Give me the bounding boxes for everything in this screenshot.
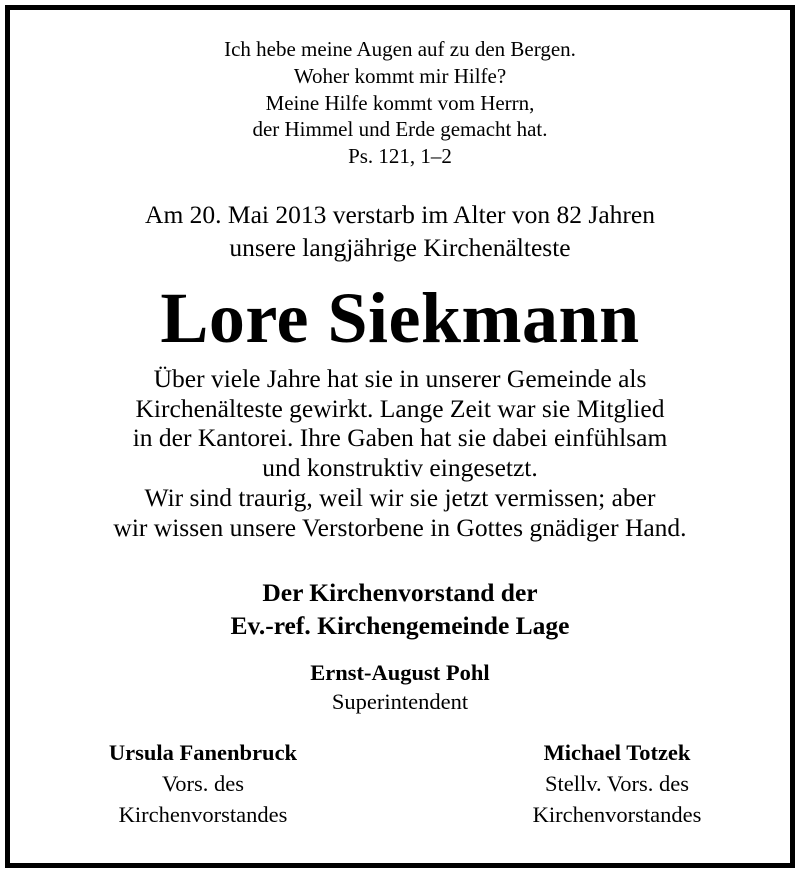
psalm-quote: [0, 36, 800, 170]
death-announcement: [0, 198, 800, 264]
organization-signature: [0, 576, 800, 642]
tribute-line: Kirchenälteste gewirkt. Lange Zeit war sie Mitglied: [135, 393, 665, 423]
signatory-name: Ursula Fanenbruck: [108, 740, 298, 765]
organization-line: Der Kirchenvorstand der: [262, 578, 538, 607]
tribute-line: und konstruktiv eingesetzt.: [262, 453, 538, 483]
signatory-left: [58, 737, 348, 830]
tribute-line: Über viele Jahre hat sie in unserer Gemeinde als: [153, 364, 647, 393]
superintendent-title: Superintendent: [331, 689, 469, 714]
signatory-role-line: Kirchenvorstandes: [118, 802, 288, 827]
signatory-name: Michael Totzek: [543, 740, 691, 765]
announcement-line: Am 20. Mai 2013 verstarb im Alter von 82 Jahren: [145, 200, 655, 229]
deceased-name: Lore Siekmann: [160, 278, 640, 358]
signatory-role-line: Vors. des: [161, 771, 245, 796]
psalm-line: Woher kommt mir Hilfe?: [293, 63, 507, 88]
announcement-line: unsere langjährige Kirchenälteste: [229, 233, 571, 262]
organization-line: Ev.-ref. Kirchengemeinde Lage: [230, 611, 570, 640]
tribute-line: in der Kantorei. Ihre Gaben hat sie dabei einfühlsam: [132, 423, 668, 453]
signatory-right: [472, 737, 762, 830]
superintendent-name: Ernst-August Pohl: [310, 660, 490, 685]
psalm-reference: Ps. 121, 1–2: [348, 144, 452, 169]
psalm-line: Meine Hilfe kommt vom Herrn,: [265, 90, 535, 115]
signatory-role-line: Stellv. Vors. des: [545, 771, 689, 796]
tribute-line: wir wissen unsere Verstorbene in Gottes gnädiger Hand.: [113, 512, 687, 542]
psalm-line: der Himmel und Erde gemacht hat.: [252, 117, 548, 142]
psalm-line: Ich hebe meine Augen auf zu den Bergen.: [224, 37, 576, 61]
tribute-text: [0, 364, 800, 542]
superintendent-signature: [0, 658, 800, 716]
signatory-role-line: Kirchenvorstandes: [532, 802, 702, 827]
tribute-line: Wir sind traurig, weil wir sie jetzt vermissen; aber: [144, 482, 656, 512]
